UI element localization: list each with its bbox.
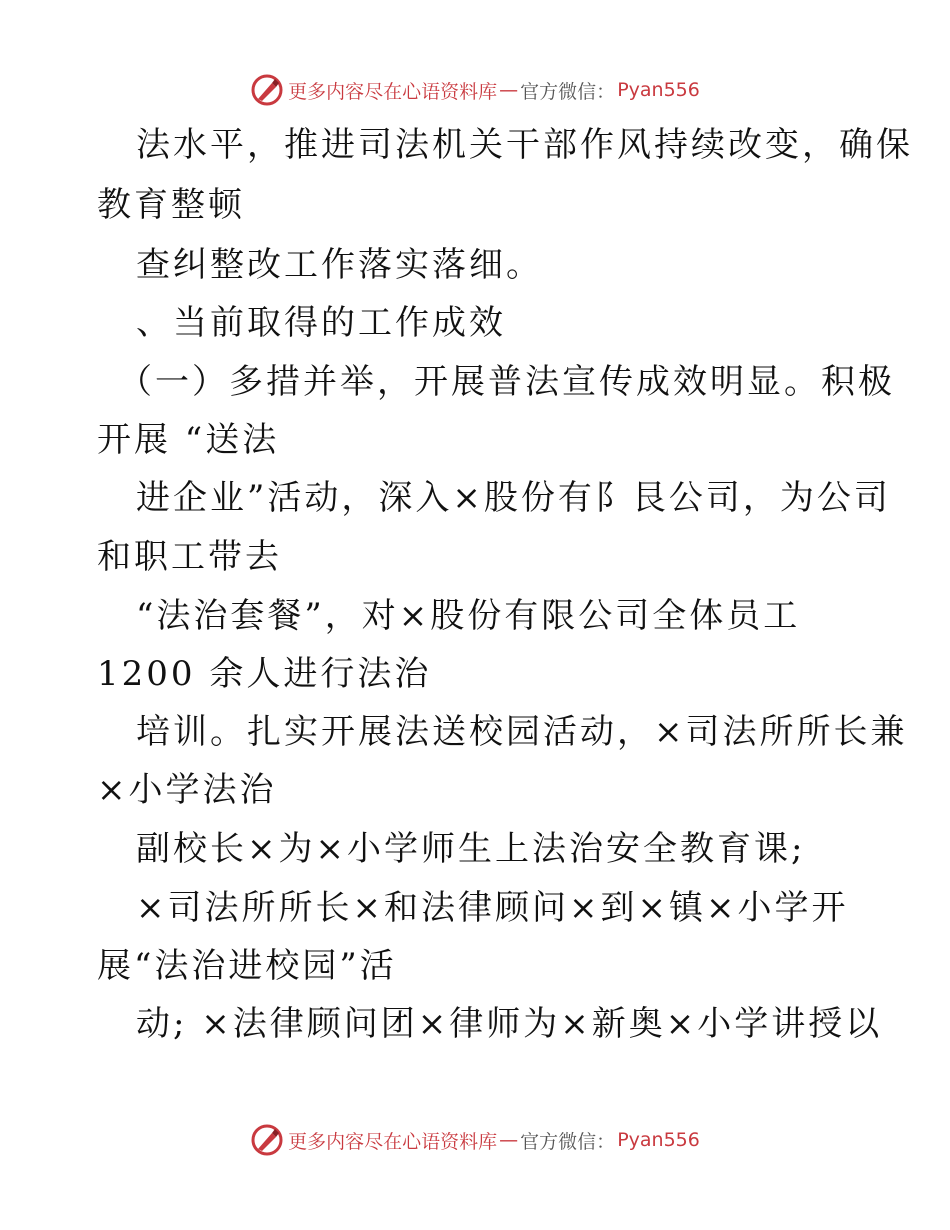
watermark-id: Pyan556 [617, 79, 700, 101]
watermark-label: 官方微信： [520, 80, 616, 103]
body-line: 动; ×法律顾问团×律师为×新奥×小学讲授以 [136, 1004, 883, 1044]
body-line: 教育整顿 [97, 185, 245, 225]
body-line: “法治套餐”，对×股份有限公司全体员工 [136, 596, 801, 636]
watermark-id: Pyan556 [617, 1129, 700, 1151]
footer-watermark [0, 1120, 950, 1160]
pen-logo-icon [250, 1123, 284, 1157]
body-line: 副校长×为×小学师生上法治安全教育课; [136, 829, 806, 869]
body-line: 1200 余人进行法治 [97, 654, 432, 694]
watermark-main-text: 更多内容尽在心语资料库 [288, 80, 498, 103]
watermark-separator: — [499, 79, 519, 101]
body-line: （一）多措并举，开展普法宣传成效明显。积极 [118, 362, 895, 402]
body-line: ×司法所所长×和法律顾问×到×镇×小学开 [136, 888, 849, 928]
watermark-separator: — [499, 1129, 519, 1151]
body-line: 法水平，推进司法机关干部作风持续改变，确保 [136, 125, 913, 165]
body-line: 进企业”活动，深入×股份有阝艮公司，为公司 [136, 478, 891, 518]
body-line: 展“法治进校园”活 [97, 946, 397, 986]
body-line: ×小学法治 [97, 770, 277, 810]
body-line: 培训。扎实开展法送校园活动，×司法所所长兼 [136, 712, 908, 752]
watermark-label: 官方微信： [520, 1130, 616, 1153]
body-line: 查纠整改工作落实落细。 [136, 245, 543, 285]
watermark-main-text: 更多内容尽在心语资料库 [288, 1130, 498, 1153]
section-heading: 、当前取得的工作成效 [136, 303, 506, 343]
body-line: 开展 “送法 [97, 420, 280, 460]
body-line: 和职工带去 [97, 537, 282, 577]
